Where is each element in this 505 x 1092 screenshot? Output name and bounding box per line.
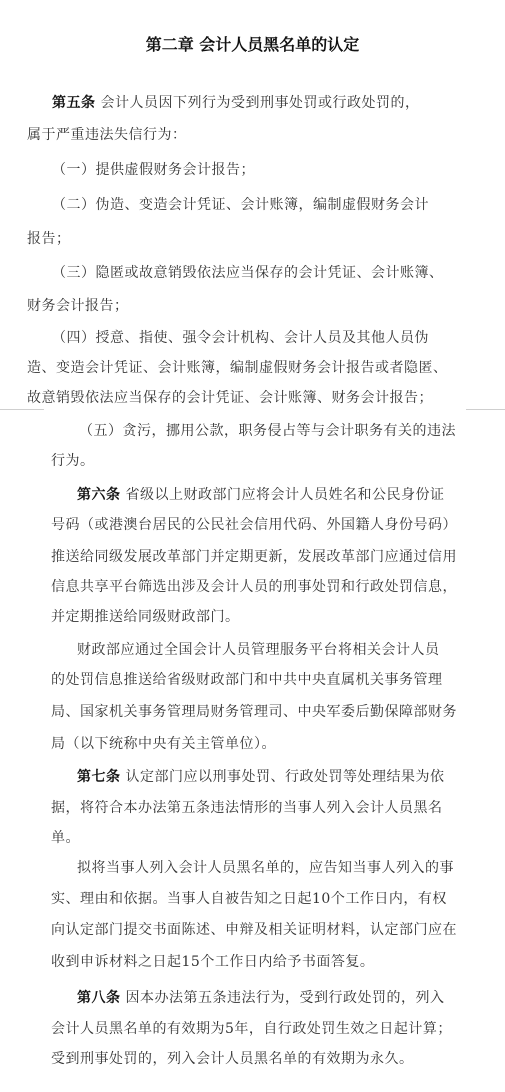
article-6-line-5: 并定期推送给同级财政部门。	[51, 609, 240, 625]
paragraph-notice-line-4: 收到申诉材料之日起15个工作日内给予书面答复。	[51, 954, 375, 970]
article-5-line-2: 属于严重违法失信行为：	[27, 127, 187, 143]
paragraph-notice-line-3: 向认定部门提交书面陈述、申辩及相关证明材料，认定部门应在	[51, 922, 457, 938]
article-7-line-3: 单。	[51, 830, 80, 846]
item-4-line-1: （四）授意、指使、强令会计机构、会计人员及其他人员伪	[52, 330, 429, 346]
article-8-line-3: 受到刑事处罚的，列入会计人员黑名单的有效期为永久。	[51, 1051, 414, 1067]
item-4-line-3: 故意销毁依法应当保存的会计凭证、会计账簿、财务会计报告；	[27, 390, 433, 406]
item-1: （一）提供虚假财务会计报告；	[52, 162, 255, 178]
article-8-line-2: 会计人员黑名单的有效期为5年，自行政处罚生效之日起计算；	[51, 1021, 452, 1037]
paragraph-mof-line-3: 局、国家机关事务管理局财务管理司、中央军委后勤保障部财务	[51, 704, 457, 720]
paragraph-notice-line-1: 拟将当事人列入会计人员黑名单的，应告知当事人列入的事	[77, 860, 454, 876]
article-label: 第六条	[77, 487, 121, 503]
item-4-line-2: 造、变造会计凭证、会计账簿，编制虚假财务会计报告或者隐匿、	[27, 360, 448, 376]
article-5-line-1: 第五条 会计人员因下列行为受到刑事处罚或行政处罚的，	[52, 95, 420, 111]
article-label: 第八条	[77, 990, 121, 1006]
item-3-line-1: （三）隐匿或故意销毁依法应当保存的会计凭证、会计账簿、	[52, 265, 444, 281]
page-break-divider-right	[466, 409, 505, 410]
item-2-line-2: 报告；	[27, 231, 71, 247]
article-6-line-2: 号码（或港澳台居民的公民社会信用代码、外国籍人身份号码）	[51, 517, 457, 533]
article-7-line-2: 据，将符合本办法第五条违法情形的当事人列入会计人员黑名	[51, 800, 443, 816]
item-5-line-2: 行为。	[51, 453, 95, 469]
article-7-line-1: 第七条 认定部门应以刑事处罚、行政处罚等处理结果为依	[77, 769, 445, 785]
article-6-line-1: 第六条 省级以上财政部门应将会计人员姓名和公民身份证	[77, 487, 445, 503]
chapter-title: 第二章 会计人员黑名单的认定	[145, 35, 360, 54]
paragraph-mof-line-2: 的处罚信息推送给省级财政部门和中共中央直属机关事务管理	[51, 672, 443, 688]
article-6-line-3: 推送给同级发展改革部门并定期更新，发展改革部门应通过信用	[51, 549, 457, 565]
article-6-line-4: 信息共享平台筛选出涉及会计人员的刑事处罚和行政处罚信息，	[51, 579, 457, 595]
paragraph-mof-line-4: 局（以下统称中央有关主管单位）。	[51, 736, 276, 752]
paragraph-notice-line-2: 实、理由和依据。当事人自被告知之日起10个工作日内，有权	[51, 891, 447, 907]
item-5-line-1: （五）贪污，挪用公款，职务侵占等与会计职务有关的违法	[79, 423, 456, 439]
item-3-line-2: 财务会计报告；	[27, 298, 129, 314]
article-label: 第七条	[77, 769, 121, 785]
item-2-line-1: （二）伪造、变造会计凭证、会计账簿，编制虚假财务会计	[52, 197, 429, 213]
article-8-line-1: 第八条 因本办法第五条违法行为，受到行政处罚的，列入	[77, 990, 445, 1006]
paragraph-mof-line-1: 财政部应通过全国会计人员管理服务平台将相关会计人员	[77, 642, 440, 658]
article-label: 第五条	[52, 95, 96, 111]
page-break-divider-left	[0, 409, 44, 410]
